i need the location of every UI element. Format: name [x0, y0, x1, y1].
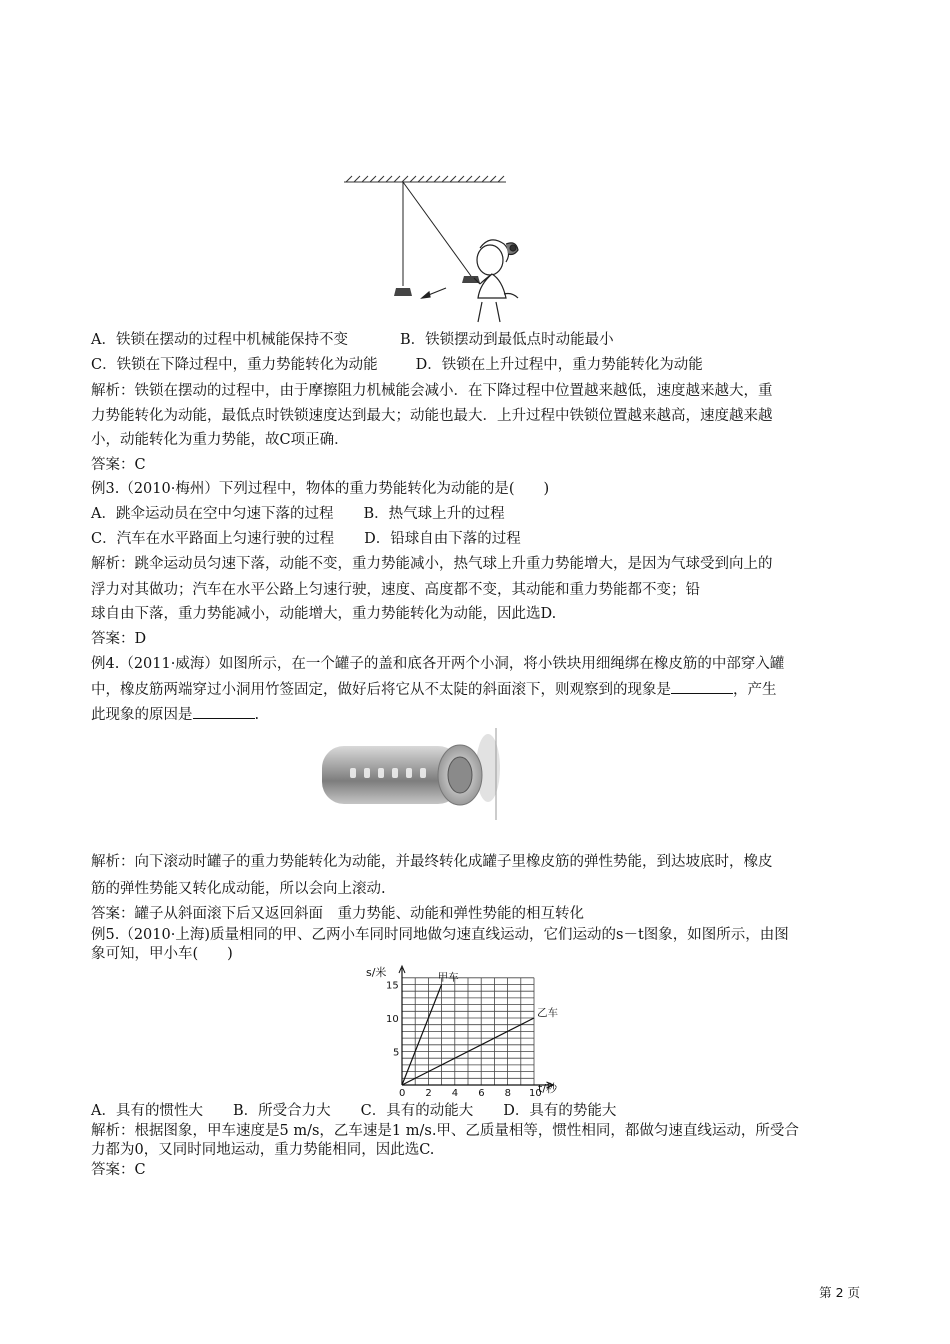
q3-answer: 答案：D: [91, 631, 147, 647]
q3-analysis-line-3: 球自由下落，重力势能减小，动能增大，重力势能转化为动能，因此选D.: [91, 606, 557, 622]
q3-stem: 例3.（2010·梅州）下列过程中，物体的重力势能转化为动能的是( ): [91, 481, 550, 497]
q3-option-a: A．跳伞运动员在空中匀速下落的过程: [91, 506, 334, 522]
series-label: 甲车: [437, 971, 459, 984]
rolling-can-image: [320, 728, 500, 820]
lock-bottom: [394, 288, 412, 296]
x-tick-label: 10: [529, 1088, 542, 1099]
q5-options: [91, 1101, 862, 1121]
q5-stem-line-1: 例5.（2010·上海)质量相同的甲、乙两小车同时同地做匀速直线运动，它们运动的s－t图象，如图所示，由图: [91, 927, 789, 943]
q3-analysis-line-2: 浮力对其做功；汽车在水平公路上匀速行驶，速度、高度都不变，其动能和重力势能都不变；铅: [91, 582, 700, 598]
chart-grid: [402, 978, 534, 1085]
x-tick-label: 8: [504, 1088, 511, 1099]
series-line: [402, 985, 442, 1086]
q5-option-c: C．具有的动能大: [360, 1103, 474, 1119]
q2-analysis-line-1: 解析：铁锁在摆动的过程中，由于摩擦阻力机械能会减小．在下降过程中位置越来越低，速度越来越大，重: [91, 383, 773, 399]
q2-answer: 答案：C: [91, 457, 146, 473]
arrow: [422, 288, 446, 298]
q5-answer: 答案：C: [91, 1162, 146, 1178]
q4-answer: 答案：罐子从斜面滚下后又返回斜面 重力势能、动能和弹性势能的相互转化: [91, 906, 584, 922]
girl-figure: [474, 240, 518, 322]
chart-series: [402, 972, 558, 1086]
q5-option-d: D．具有的势能大: [503, 1103, 617, 1119]
q2-options-cd: [91, 355, 862, 375]
rope-swung: [403, 182, 471, 276]
answer-blank-2: [193, 704, 255, 719]
q5-option-b: B．所受合力大: [232, 1103, 331, 1119]
answer-blank-1: [671, 679, 733, 694]
q3-option-c: C．汽车在水平路面上匀速行驶的过程: [91, 531, 335, 547]
q4-analysis-line-2: 筋的弹性势能又转化成动能，所以会向上滚动.: [91, 881, 386, 897]
y-tick-label: 10: [386, 1014, 399, 1025]
q3-options-ab: [91, 504, 862, 524]
q2-analysis-line-3: 小，动能转化为重力势能，故C项正确．: [91, 432, 349, 448]
q4-stem-line-2: [91, 679, 862, 700]
q3-analysis-line-1: 解析：跳伞运动员匀速下落，动能不变，重力势能减小，热气球上升重力势能增大，是因为气球受到向上的: [91, 556, 773, 572]
q3-option-d: D．铅球自由下落的过程: [364, 531, 521, 547]
x-axis-label: t/秒: [538, 1082, 558, 1095]
q2-option-c: C．铁锁在下降过程中，重力势能转化为动能: [91, 357, 378, 373]
q4-stem-line-1: 例4.（2011·威海）如图所示，在一个罐子的盖和底各开两个小洞，将小铁块用细绳绑在橡皮筋的中部穿入罐: [91, 656, 785, 672]
q5-stem-line-2: 象可知，甲小车( ): [91, 946, 233, 962]
x-tick-label: 6: [478, 1088, 485, 1099]
q5-analysis-line-1: 解析：根据图象，甲车速度是5 m/s，乙车速是1 m/s.甲、乙质量相等，惯性相同，都做匀速直线运动，所受合: [91, 1123, 799, 1139]
q4-stem-3b: .: [254, 707, 260, 723]
q2-option-d: D．铁锁在上升过程中，重力势能转化为动能: [415, 357, 703, 373]
q3-options-cd: [91, 529, 862, 549]
q4-stem-3a: 此现象的原因是: [91, 707, 193, 723]
q2-analysis-line-2: 力势能转化为动能，最低点时铁锁速度达到最大；动能也最大．上升过程中铁锁位置越来越高，速度越来越: [91, 408, 773, 424]
s-t-chart: [360, 962, 580, 1102]
ceiling-hatch: [344, 176, 506, 182]
q3-option-b: B．热气球上升的过程: [363, 506, 505, 522]
x-tick-label: 4: [451, 1088, 459, 1099]
y-tick-label: 5: [393, 1047, 400, 1059]
q2-option-b: B．铁锁摆动到最低点时动能最小: [399, 332, 614, 348]
q2-options-ab: [91, 330, 862, 350]
y-tick-label: 15: [386, 980, 399, 992]
q4-analysis-line-1: 解析：向下滚动时罐子的重力势能转化为动能，并最终转化成罐子里橡皮筋的弹性势能，到达坡底时，橡皮: [91, 854, 773, 870]
pendulum-figure: [330, 168, 550, 328]
q5-option-a: A．具有的惯性大: [91, 1103, 203, 1119]
q4-stem-line-3: [91, 704, 862, 725]
series-label: 乙车: [537, 1007, 558, 1019]
x-tick-label: 0: [399, 1088, 406, 1099]
q2-option-a: A．铁锁在摆动的过程中机械能保持不变: [91, 332, 348, 348]
q4-stem-2a: 中，橡皮筋两端穿过小洞用竹签固定，做好后将它从不太陡的斜面滚下，则观察到的现象是: [91, 682, 671, 698]
page-number: 第 2 页: [819, 1285, 860, 1300]
x-tick-label: 2: [425, 1088, 432, 1099]
q4-stem-2b: ，产生: [733, 682, 777, 698]
q5-analysis-line-2: 力都为0，又同时同地运动，重力势能相同，因此选C.: [91, 1142, 435, 1158]
y-axis-label: s/米: [366, 966, 387, 979]
